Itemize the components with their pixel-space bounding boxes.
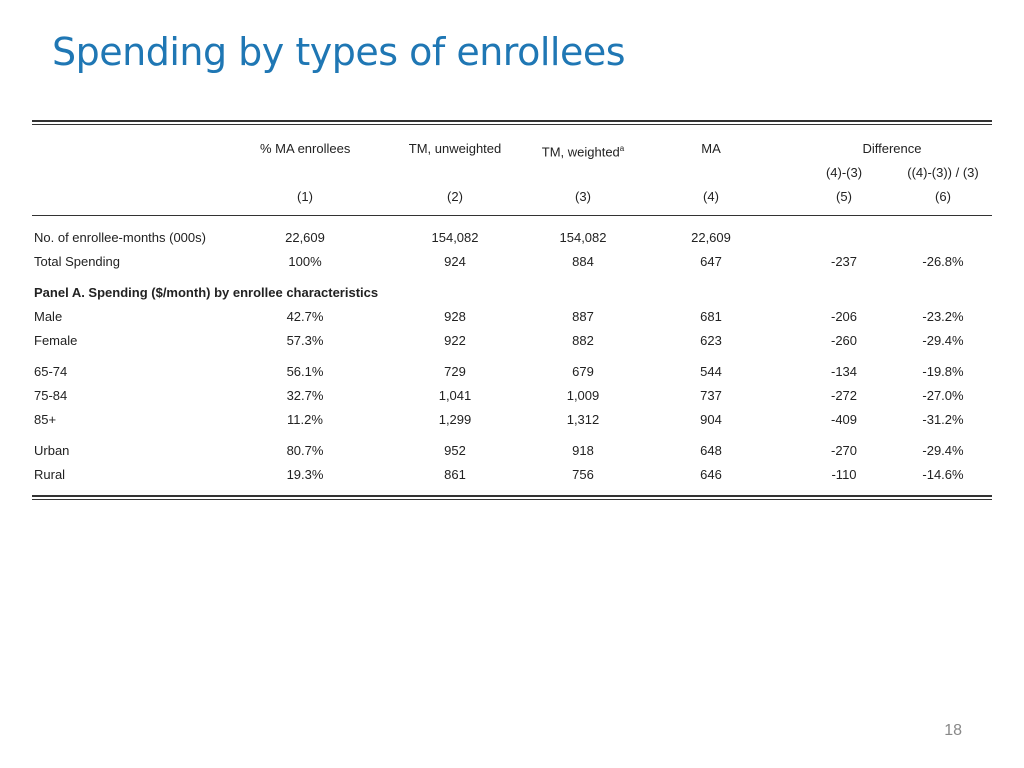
header-col3: TM, weighted$^a$ [541,144,625,160]
table-row: Total Spending 100% 924 884 647 -237 -26.8% [34,254,964,269]
panel-a-title: Panel A. Spending ($/month) by enrollee characteristics [34,285,379,300]
page-number: 18 [944,722,962,739]
table-bottom-rule [32,495,992,500]
table-row: Female 57.3% 922 882 623 -260 -29.4% [34,333,964,348]
header-difference: Difference [862,141,922,156]
table-row: Male 42.7% 928 887 681 -206 -23.2% [34,309,964,324]
spending-table [32,120,992,500]
table-row: Rural 19.3% 861 756 646 -110 -14.6% [34,467,964,482]
table-row: Urban 80.7% 952 918 648 -270 -29.4% [34,443,964,458]
header-num4: (4) [703,189,719,204]
table-row: 75-84 32.7% 1,041 1,009 737 -272 -27.0% [34,388,964,403]
panel-a-group-location [32,439,992,487]
header-col2: TM, unweighted [408,141,502,156]
table-row: 85+ 11.2% 1,299 1,312 904 -409 -31.2% [34,412,964,427]
header-sub6: ((4)-(3)) / (3) [907,165,979,180]
header-num5: (5) [836,189,852,204]
table-row: No. of enrollee-months (000s) 22,609 154,082 154,082 22,609 [34,230,731,245]
header-num2: (2) [447,189,463,204]
slide-title: Spending by types of enrollees [52,30,625,74]
summary-rows [32,216,992,274]
panel-a-group-age [32,360,992,432]
header-num6: (6) [935,189,951,204]
panel-a-group-sex [32,305,992,353]
header-num1: (1) [297,189,313,204]
header-col1: % MA enrollees [260,141,351,156]
header-col4: MA [701,141,721,156]
table-header [32,125,992,209]
header-num3: (3) [575,189,591,204]
table-row: 65-74 56.1% 729 679 544 -134 -19.8% [34,364,964,379]
header-col3-footnote: a [619,144,625,153]
header-sub5: (4)-(3) [825,165,863,180]
